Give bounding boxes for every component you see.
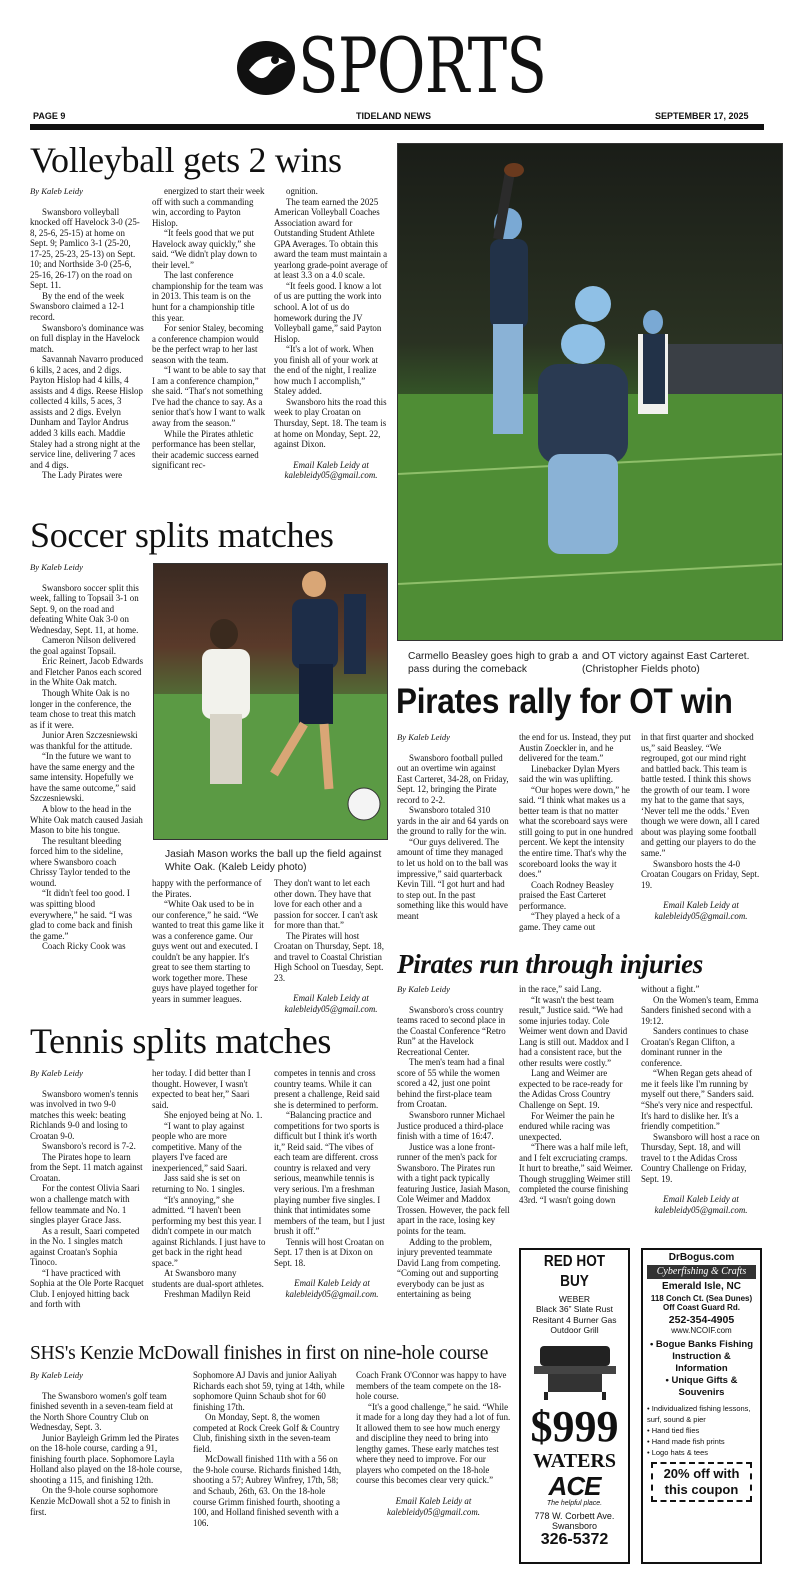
article-paragraph: Junior Aren Szczesniewski was thankful for the attitude. (30, 730, 138, 751)
article-paragraph: The last conference championship for the team was in 2013. This team is on the hunt for a championship title this year. (152, 270, 263, 323)
ad-item: • Logo hats & tees (647, 1448, 708, 1457)
ad-store: WATERS (533, 1449, 616, 1472)
soccer-players-illustration (154, 564, 388, 840)
article-paragraph: For senior Staley, becoming a conference champion would be the perfect wrap to her last season with the team. (152, 323, 264, 365)
article-paragraph: Swansboro totaled 310 yards in the air and 64 yards on the ground to rally for the win. (397, 805, 509, 837)
article-paragraph: “When Regan gets ahead of me it feels like I'm running by myself out there,” Sanders said. “She's very nice and respectful. It's hard to dislike her. It's a friendly competition.” (641, 1068, 754, 1132)
xc-headline: Pirates run through injuries (397, 949, 703, 979)
ad-place: Emerald Isle, NC (662, 1281, 741, 1292)
article-paragraph: The Swansboro women's golf team finished seventh in a seven-team field at the North Shore Country Club on Wednesday, Sept. 3. (30, 1390, 173, 1433)
ad-bullet-1: • Bogue Banks Fishing Instruction & Information (649, 1339, 754, 1374)
article-paragraph: Eric Reinert, Jacob Edwards and Fletcher Panos each scored in the White Oak match. (30, 656, 144, 688)
ad-phone: 326-5372 (540, 1530, 609, 1548)
email-signature: Email Kaleb Leidy at kalebleidy05@gmail.com. (284, 993, 378, 1015)
volleyball-col-3 (274, 186, 388, 496)
ace-logo: ACE (548, 1470, 601, 1501)
article-paragraph: Sanders continues to chase Croatan's Regan Clifton, a dominant runner in the conference. (641, 1026, 749, 1068)
article-paragraph: Swansboro's dominance was on full display in the Havelock match. (30, 322, 144, 354)
article-paragraph: The resultant bleeding forced him to the sideline, where Swansboro coach Chrissy Taylor tended to the wound. (30, 835, 131, 888)
article-paragraph: “It's annoying,” she admitted. “I haven't been performing my best this year. I didn't compete in our match against Richlands. I just have to get back in the right head space.” (152, 1194, 266, 1268)
article-paragraph: Swansboro hosts the 4-0 Croatan Cougars on Friday, Sept. 19. (641, 858, 760, 890)
article-paragraph: Swansboro women's tennis was involved in two 9-0 matches this week: beating Richlands 9-0 and losing to Croatan 9-0. (30, 1088, 139, 1141)
soccer-col-2 (152, 878, 266, 1022)
article-paragraph: On the Women's team, Emma Sanders finished second with a 19:12. (641, 994, 759, 1026)
article-paragraph: her today. I did better than I thought. However, I wasn't expected to beat her,” Saari said. (152, 1068, 251, 1110)
xc-col-2 (519, 984, 633, 1244)
article-paragraph: “I want to play against people who are more competitive. Many of the players I've faced are inexperienced,” said Saari. (152, 1120, 248, 1173)
email-signature: Email Kaleb Leidy at kalebleidy05@gmail.com. (387, 1496, 480, 1517)
article-paragraph: Swansboro soccer split this week, falling to Topsail 3-1 on Sept. 9, on the road and defeating White Oak 3-0 on Wednesday, Sept. 11, at home. (30, 582, 139, 635)
article-paragraph: Tennis will host Croatan on Sept. 17 then is at Dixon on Sept. 18. (274, 1236, 384, 1268)
masthead-rule (30, 124, 764, 130)
masthead (0, 0, 792, 130)
article-paragraph: without a fight.” (641, 984, 700, 994)
ad-item: • Individualized fishing lessons, surf, sound & pier (647, 1404, 751, 1424)
article-paragraph: “I have practiced with Sophia at the Ole Porte Racquet Club. I enjoyed hitting back and forth with (30, 1267, 144, 1310)
ad-phone: 252-354-4905 (668, 1314, 735, 1326)
ad-item: • Hand made fish prints (647, 1437, 725, 1446)
football-headline: Pirates rally for OT win (396, 682, 733, 721)
pirate-logo-icon (235, 40, 297, 96)
football-photo-caption-2: and OT victory against East Carteret. (Christopher Fields photo) (582, 651, 750, 675)
article-paragraph: Jass said she is set on returning to No. 1 singles. (152, 1173, 245, 1195)
article-paragraph: Swansboro runner Michael Justice produced a third-place finish with a time of 16:47. (397, 1110, 506, 1142)
tennis-col-1 (30, 1068, 144, 1336)
ad-site: DrBogus.com (668, 1252, 735, 1263)
article-paragraph: The Lady Pirates were (42, 470, 123, 481)
ad-item: • Hand tied flies (647, 1426, 700, 1435)
article-paragraph: ognition. (286, 186, 318, 196)
byline: By Kaleb Leidy (397, 984, 450, 994)
byline: By Kaleb Leidy (30, 562, 83, 572)
ad-addr2: Off Coast Guard Rd. (663, 1303, 740, 1312)
article-paragraph: the end for us. Instead, they put Austin Zoeckler in, and he delivered for the team.” (519, 732, 631, 764)
ad-city: Swansboro (551, 1520, 598, 1531)
article-paragraph: Though White Oak is no longer in the conference, the team chose to treat this match as if it were. (30, 688, 136, 730)
article-paragraph: For the contest Olivia Saari won a challenge match with fellow teammate and No. 1 singles player Grace Jass. (30, 1183, 140, 1226)
article-paragraph: Swansboro's cross country teams raced to second place in the Coastal Conference “Retro Run” at the Havelock Recreational Center. (397, 1004, 506, 1057)
article-paragraph: “It feels good. I know a lot of us are putting the work into school. A lot of us do homework during the JV Volleyball game,” said Payton Hislop. (274, 280, 382, 344)
byline: By Kaleb Leidy (30, 186, 83, 196)
article-paragraph: Swansboro's record is 7-2. (42, 1141, 136, 1152)
article-paragraph: “It's a good challenge,” he said. “While it made for a long day they had a lot of fun. It allowed them to see how much energy and discipline they need to bring into lengthy games. These early matches test where they need to improve. For our players who competed on the 18-hole course this becomes clear very quick.” (356, 1401, 511, 1486)
email-signature: Email Kaleb Leidy at kalebleidy05@gmail.com. (654, 900, 748, 921)
ad-price: $999 (530, 1401, 619, 1451)
article-paragraph: Lang and Weimer are expected to be race-ready for the Adidas Cross Country Challenge on Sept. 19. (519, 1068, 623, 1111)
article-paragraph: Swansboro hits the road this week to play Croatan on Thursday, Sept. 18. The team is at home on Monday, Sept. 22, against Dixon. (274, 396, 387, 450)
article-paragraph: “There was a half mile left, and I felt excruciating cramps. It hurt to breathe,” said Weimer. Though struggling Weimer still completed the course finishing 43rd. “I wasn't going down (519, 1142, 633, 1205)
article-paragraph: “It's a lot of work. When you finish all of your work at the end of the night, I realize how much I accomplish,” Staley added. (274, 344, 379, 397)
volleyball-col-2 (152, 186, 266, 496)
ad-address: 778 W. Corbett Ave. (534, 1510, 615, 1521)
football-players-illustration (398, 144, 783, 641)
soccer-photo-caption: Jasiah Mason works the ball up the field against White Oak. (Kaleb Leidy photo) (165, 849, 382, 873)
article-paragraph: “In the future we want to have the same energy and the same intensity. Hopefully we have the same outcome,” said Szczesniewski. (30, 751, 136, 804)
xc-col-3 (641, 984, 761, 1244)
section-title: SPORTS (298, 21, 547, 110)
article-paragraph: “Balancing practice and competitions for two sports is difficult but I think it's worth it,” Reid said. “The vibes of each team are different. cross country is relaxed and very serious, meanwhile tennis is very serious. I'm a freshman playing number five singles. I think that intimidates some members of the team, but I just brush it off.” (274, 1110, 385, 1237)
football-photo-caption-1: Carmello Beasley goes high to grab a pass during the comeback (408, 651, 578, 675)
drbogus-ad (641, 1248, 762, 1564)
soccer-headline: Soccer splits matches (30, 515, 334, 555)
ad-item-list (643, 1399, 760, 1458)
article-paragraph: For Weimer the pain he endured while racing was unexpected. (519, 1110, 615, 1142)
article-paragraph: Cameron Nilson delivered the goal against Topsail. (30, 635, 136, 656)
ad-brand: WEBER (558, 1294, 591, 1304)
volleyball-headline: Volleyball gets 2 wins (30, 140, 342, 180)
article-paragraph: McDowall finished 11th with a 56 on the 9-hole course. Richards finished 14th, shooting a 57; Aubrey Winfrey, 17th, 58; and Schaub, 26th, 63. On the 18-hole course Grimm finished fourth, shooting a 100, and Holland finished seventh with a 106. (193, 1454, 342, 1528)
tennis-headline: Tennis splits matches (30, 1021, 332, 1061)
article-paragraph: “They played a heck of a game. They came out (519, 911, 620, 932)
tennis-col-3 (274, 1068, 390, 1336)
ad-banner: Cyberfishing & Crafts (647, 1265, 756, 1279)
article-paragraph: “Our hopes were down,” he said. “I think what makes us a better team is that no matter what the scoreboard says were still going to put in one hundred percent. We kept the intensity the entire time. That's why the scoreboard looks the way it does.” (519, 784, 633, 880)
article-paragraph: As a result, Saari competed in the No. 1 singles match against Croatan's Sophia Tinoco. (30, 1225, 140, 1268)
article-paragraph: in that first quarter and shocked us,” said Beasley. “We regrouped, got our mind right and battled back. This team is battle tested. I think this shows the growth of our team. I wore my hat to the game that says, ‘Never tell me the odds.’ Even though we were down, all I cared about was playing some football and getting our players to do the same.” (641, 732, 760, 859)
article-paragraph: The team earned the 2025 American Volleyball Coaches Association award for Outstanding Student Athlete GPA Averages. To obtain this award the team must maintain a yearlong grade-point average of at least 3.3 on a 4.0 scale. (274, 196, 388, 281)
article-paragraph: Savannah Navarro produced 6 kills, 2 aces, and 2 digs. Payton Hislop had 4 kills, 4 assists and 4 digs. Reese Hislop collected 4 kills, 5 aces, 3 assists and 2 digs. Evelyn Dunham and Taylor Andrus added 3 kills each. Maddie Staley had a strong night at the service line, delivering 7 aces and 4 digs. (30, 354, 144, 470)
article-paragraph: On the 9-hole course sophomore Kenzie McDowall shot a 52 to finish in first. (30, 1485, 171, 1517)
ad-tagline: The helpful place. (546, 1499, 603, 1507)
article-paragraph: energized to start their week off with such a commanding win, according to Payton Hislop. (152, 186, 265, 228)
ad-addr1: 118 Conch Ct. (Sea Dunes) (650, 1294, 753, 1303)
soccer-col-3 (274, 878, 388, 1022)
article-paragraph: At Swansboro many students are dual-sport athletes. (152, 1268, 264, 1289)
article-paragraph: competes in tennis and cross country teams. While it can present a challenge, Reid said she is determined to perform. (274, 1068, 380, 1110)
article-paragraph: in the race,” said Lang. (519, 984, 602, 994)
volleyball-col-1 (30, 186, 144, 496)
byline: By Kaleb Leidy (397, 732, 450, 742)
golf-headline: SHS's Kenzie McDowall finishes in first on nine-hole course (30, 1343, 489, 1364)
article-paragraph: “It wasn't the best team result,” Justice said. “We had some injuries today. Cole Weimer went down and David Lang is still out. Maddox and I had a consistent race, but the other results were costly.” (519, 994, 629, 1068)
article-paragraph: The men's team had a final score of 55 while the women scored a 42, just one point behind the first-place team from Croatan. (397, 1057, 505, 1110)
football-col-2 (519, 732, 633, 942)
article-paragraph: By the end of the week Swansboro claimed a 12-1 record. (30, 290, 125, 323)
ad-header: RED HOT BUY (543, 1253, 606, 1290)
email-signature: Email Kaleb Leidy at kalebleidy05@gmail.com. (654, 1194, 748, 1215)
article-paragraph: Coach Frank O'Connor was happy to have members of the team compete on the 18-hole course. (356, 1370, 507, 1402)
article-paragraph: They don't want to let each other down. They have that love for each other and a passion for soccer. I can't ask for more than that.” (274, 878, 378, 931)
page-number: PAGE 9 (33, 111, 66, 121)
byline: By Kaleb Leidy (30, 1068, 83, 1078)
article-paragraph: Coach Rodney Beasley praised the East Carteret performance. (519, 879, 614, 911)
article-paragraph: Junior Bayleigh Grimm led the Pirates on the 18-hole course, carding a 91, finishing fourth place. Sophomore Layla Holland also played on the 18-hole course, shooting a 115, and finishing 12th. (30, 1432, 183, 1485)
article-paragraph: Swansboro volleyball knocked off Havelock 3-0 (25-8, 25-6, 25-15) at home on Sept. 9; Pamlico 3-1 (25-20, 17-25, 25-23, 25-13) on Sept. 10; and Northside 3-0 (25-6, 25-16, 26-17) on the road on Sept. 11. (30, 206, 140, 291)
article-paragraph: Sophomore AJ Davis and junior Aaliyah Richards each shot 59, tying at 14th, while sophomore Quinn Schaub shot for 60 finishing 17th. (193, 1370, 345, 1412)
article-paragraph: “It feels good that we put Havelock away quickly,” she said. “We didn't play down to their level.” (152, 228, 257, 270)
ad-bullet-2: • Unique Gifts & Souvenirs (665, 1375, 738, 1398)
soccer-col-1 (30, 562, 144, 1022)
article-paragraph: “Our guys delivered. The amount of time they managed to let us hold on to the ball was impressive,” said quarterback Kevin Till. “I got hurt and had to step out. In the past something like this would have meant (397, 836, 508, 921)
paper-name: TIDELAND NEWS (356, 111, 431, 121)
article-paragraph: On Monday, Sept. 8, the women competed at Rock Creek Golf & Country Club, finishing sixth in the seven-team field. (193, 1412, 340, 1454)
ad-web: www.NCOIF.com (671, 1326, 732, 1335)
article-paragraph: “White Oak used to be in our conference,” he said. “We wanted to treat this game like it was a conference game. Our guys went out and executed. I couldn't be any happier. It's great to see them starting to work together more. These guys have played together for years in summer leagues. (152, 899, 264, 1005)
article-paragraph: Adding to the problem, injury prevented teammate David Lang from competing. “Coming out and supporting everybody can be just as entertaining as being (397, 1236, 501, 1300)
soccer-photo (153, 563, 388, 840)
byline: By Kaleb Leidy (30, 1370, 83, 1380)
article-paragraph: “It didn't feel too good. I was spitting blood everywhere,” he said. “I was glad to come back and finish the game.” (30, 888, 133, 941)
article-paragraph: Freshman Madilyn Reid (164, 1289, 251, 1300)
football-col-1 (397, 732, 511, 942)
article-paragraph: Coach Ricky Cook was (42, 941, 126, 952)
article-paragraph: happy with the performance of the Pirates. (152, 878, 262, 899)
article-paragraph: Justice was a lone front-runner of the men's pack for Swansboro. The Pirates run with a tight pack typically featuring Justice, Jasiah Mason, Cole Weimer and Maddox Trossen. However, the pack fell apart in the race, losing key points for the team. (397, 1141, 511, 1237)
article-paragraph: Swansboro will host a race on Thursday, Sept. 18, and will travel to t the Adidas Cross Country Challenge on Friday, Sept. 19. (641, 1131, 760, 1184)
golf-col-1 (30, 1370, 185, 1570)
xc-col-1 (397, 984, 511, 1329)
football-col-3 (641, 732, 761, 942)
article-paragraph: A blow to the head in the White Oak match caused Jasiah Mason to bite his tongue. (30, 804, 143, 836)
article-paragraph: She enjoyed being at No. 1. (164, 1110, 263, 1121)
article-paragraph: The Pirates will host Croatan on Thursday, Sept. 18, and travel to Coastal Christian High School on Tuesday, Sept. 23. (274, 930, 384, 983)
ace-hardware-ad (519, 1248, 630, 1564)
article-paragraph: The Pirates hope to learn from the Sept. 11 match against Croatan. (30, 1151, 143, 1183)
article-paragraph: Linebacker Dylan Myers said the win was uplifting. (519, 763, 620, 785)
email-signature: Email Kaleb Leidy at kalebleidy05@gmail.com. (285, 1278, 379, 1299)
tennis-col-2 (152, 1068, 266, 1336)
coupon-box[interactable]: 20% off with this coupon (651, 1462, 752, 1502)
article-paragraph: While the Pirates athletic performance has been stellar, their academic success earned significant rec- (152, 428, 259, 471)
grill-icon (530, 1340, 620, 1402)
golf-col-2 (193, 1370, 348, 1570)
article-paragraph: “I want to be able to say that I am a conference champion,” she said. “That's not something I've had the chance to say. As a senior that's how I want to walk away from the season.” (152, 365, 266, 429)
ad-product: Black 36” Slate Rust Resitant 4 Burner Gas Outdoor Grill (532, 1304, 617, 1335)
golf-col-3 (356, 1370, 511, 1570)
email-signature: Email Kaleb Leidy at kalebleidy05@gmail.com. (284, 459, 378, 481)
football-photo (397, 143, 783, 641)
article-paragraph: Swansboro football pulled out an overtime win against East Carteret, 34-28, on Friday, Sept. 12, bringing the Pirate record to 2-2. (397, 752, 509, 805)
issue-date: SEPTEMBER 17, 2025 (655, 111, 749, 121)
